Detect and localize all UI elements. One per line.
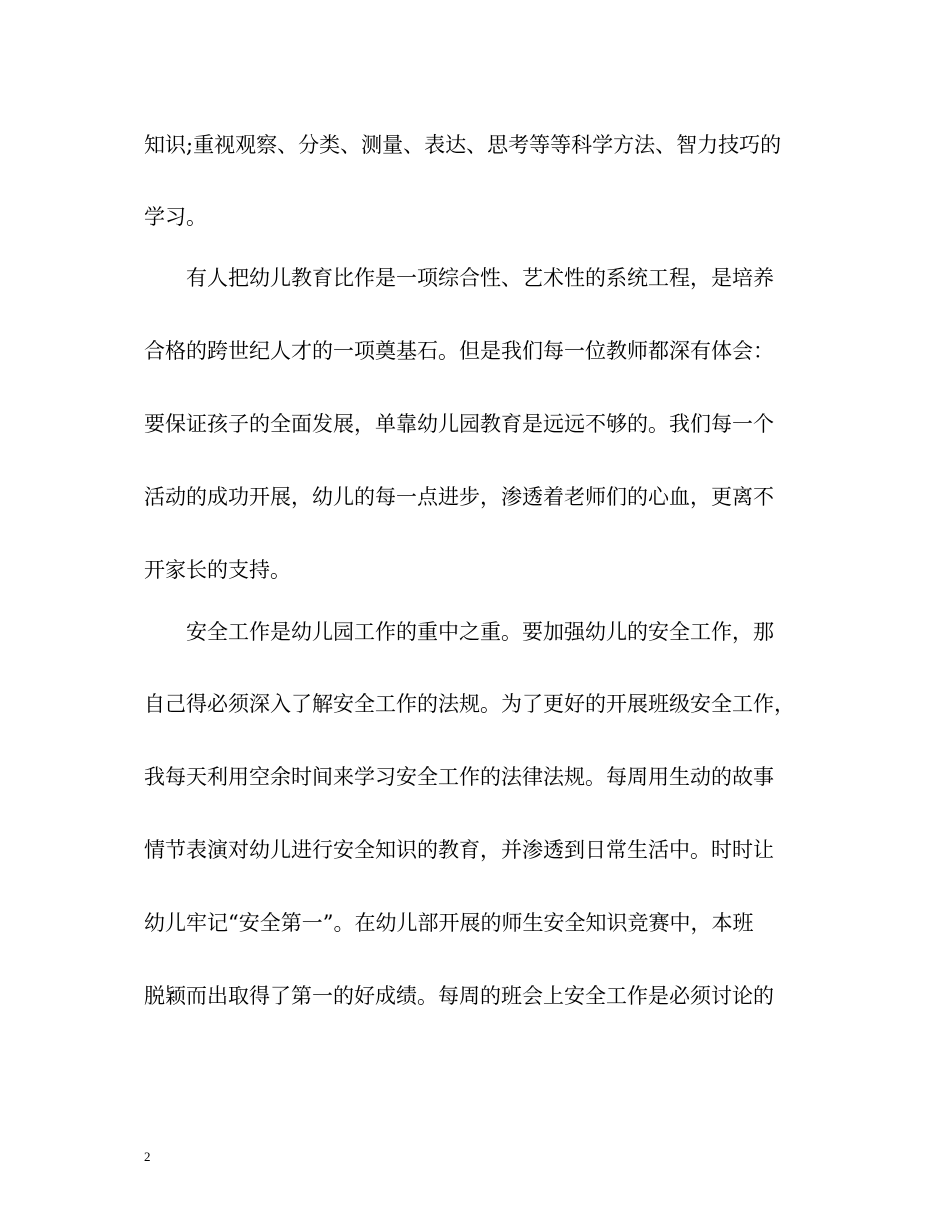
text-line: 脱颖而出取得了第一的好成绩。每周的班会上安全工作是必须讨论的 — [144, 984, 774, 1008]
text-line: 幼儿牢记“安全第一”。在幼儿部开展的师生安全知识竞赛中，本班 — [144, 911, 754, 935]
page-number: 2 — [144, 1149, 151, 1164]
text-line: 活动的成功开展，幼儿的每一点进步，渗透着老师们的心血，更离不 — [144, 485, 774, 509]
text-line: 情节表演对幼儿进行安全知识的教育，并渗透到日常生活中。时时让 — [144, 838, 774, 862]
text-line: 合格的跨世纪人才的一项奠基石。但是我们每一位教师都深有体会： — [144, 339, 774, 363]
paragraph-start-line: 有人把幼儿教育比作是一项综合性、艺术性的系统工程，是培养 — [186, 266, 774, 290]
paragraph-start-line: 安全工作是幼儿园工作的重中之重。要加强幼儿的安全工作，那 — [186, 620, 774, 644]
text-line: 我每天利用空余时间来学习安全工作的法律法规。每周用生动的故事 — [144, 765, 774, 789]
text-line: 知识;重视观察、分类、测量、表达、思考等等科学方法、智力技巧的 — [144, 133, 782, 157]
text-line: 学习。 — [144, 205, 207, 229]
text-line: 开家长的支持。 — [144, 558, 291, 582]
text-line: 要保证孩子的全面发展，单靠幼儿园教育是远远不够的。我们每一个 — [144, 412, 774, 436]
text-line: 自己得必须深入了解安全工作的法规。为了更好的开展班级安全工作， — [144, 692, 795, 716]
